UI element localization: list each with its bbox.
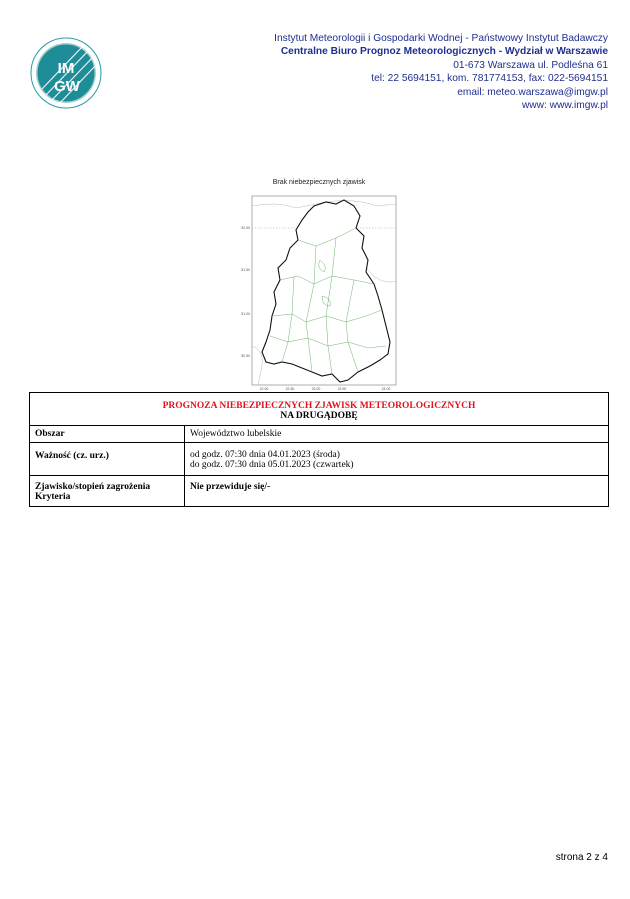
row-value [185, 443, 609, 476]
row-value: Województwo lubelskie [185, 426, 609, 443]
forecast-table [29, 392, 609, 507]
warning-map [236, 176, 402, 390]
map-title: Brak niebezpiecznych zjawisk [272, 179, 366, 186]
x-tick-label: 22.00 [259, 387, 269, 390]
x-tick-label: 23.50 [337, 387, 347, 390]
valid-from: od godz. 07:30 dnia 04.01.2023 (środa) [190, 450, 340, 460]
institute-name: Instytut Meteorologii i Gospodarki Wodnej - Państwowy Instytut Badawczy [274, 33, 608, 44]
forecast-title-line1: PROGNOZA NIEBEZPIECZNYCH ZJAWISK METEOROLOGICZNYCH [162, 401, 476, 411]
criteria-label: Kryteria [35, 492, 71, 502]
phenomenon-label: Zjawisko/stopień zagrożenia [35, 482, 151, 492]
logo-text-top: IM [57, 60, 75, 77]
forecast-title-line2: NA DRUGĄDOBĘ [280, 411, 358, 421]
row-label [30, 476, 185, 507]
logo-text-bottom: GW [54, 78, 80, 95]
y-tick-label: 51.50 [241, 268, 250, 272]
phone: tel: 22 5694151, kom. 781774153, fax: 022-5694151 [371, 73, 608, 85]
table-row [30, 476, 609, 507]
page-number: strona 2 z 4 [555, 852, 608, 863]
website: www: www.imgw.pl [521, 100, 608, 112]
address: 01-673 Warszawa ul. Podleśna 61 [453, 59, 608, 71]
institution-header [274, 32, 608, 112]
bureau-name: Centralne Biuro Prognoz Meteorologicznych - Wydział w Warszawie [280, 46, 608, 58]
imgw-logo [30, 37, 102, 109]
table-row [30, 443, 609, 476]
valid-to: do godz. 07:30 dnia 05.01.2023 (czwartek) [190, 460, 354, 470]
x-tick-label: 23.00 [311, 387, 321, 390]
row-label: Ważność (cz. urz.) [30, 443, 185, 476]
x-tick-label: 24.00 [381, 387, 391, 390]
forecast-title [30, 393, 609, 426]
y-tick-label: 52.00 [241, 226, 250, 230]
y-tick-label: 50.50 [241, 354, 250, 358]
x-tick-label: 22.50 [285, 387, 295, 390]
row-value: Nie przewiduje się/- [185, 476, 609, 507]
row-label: Obszar [30, 426, 185, 443]
email: email: meteo.warszawa@imgw.pl [457, 86, 608, 98]
table-row [30, 426, 609, 443]
y-tick-label: 51.00 [241, 312, 250, 316]
map-svg [236, 176, 402, 390]
